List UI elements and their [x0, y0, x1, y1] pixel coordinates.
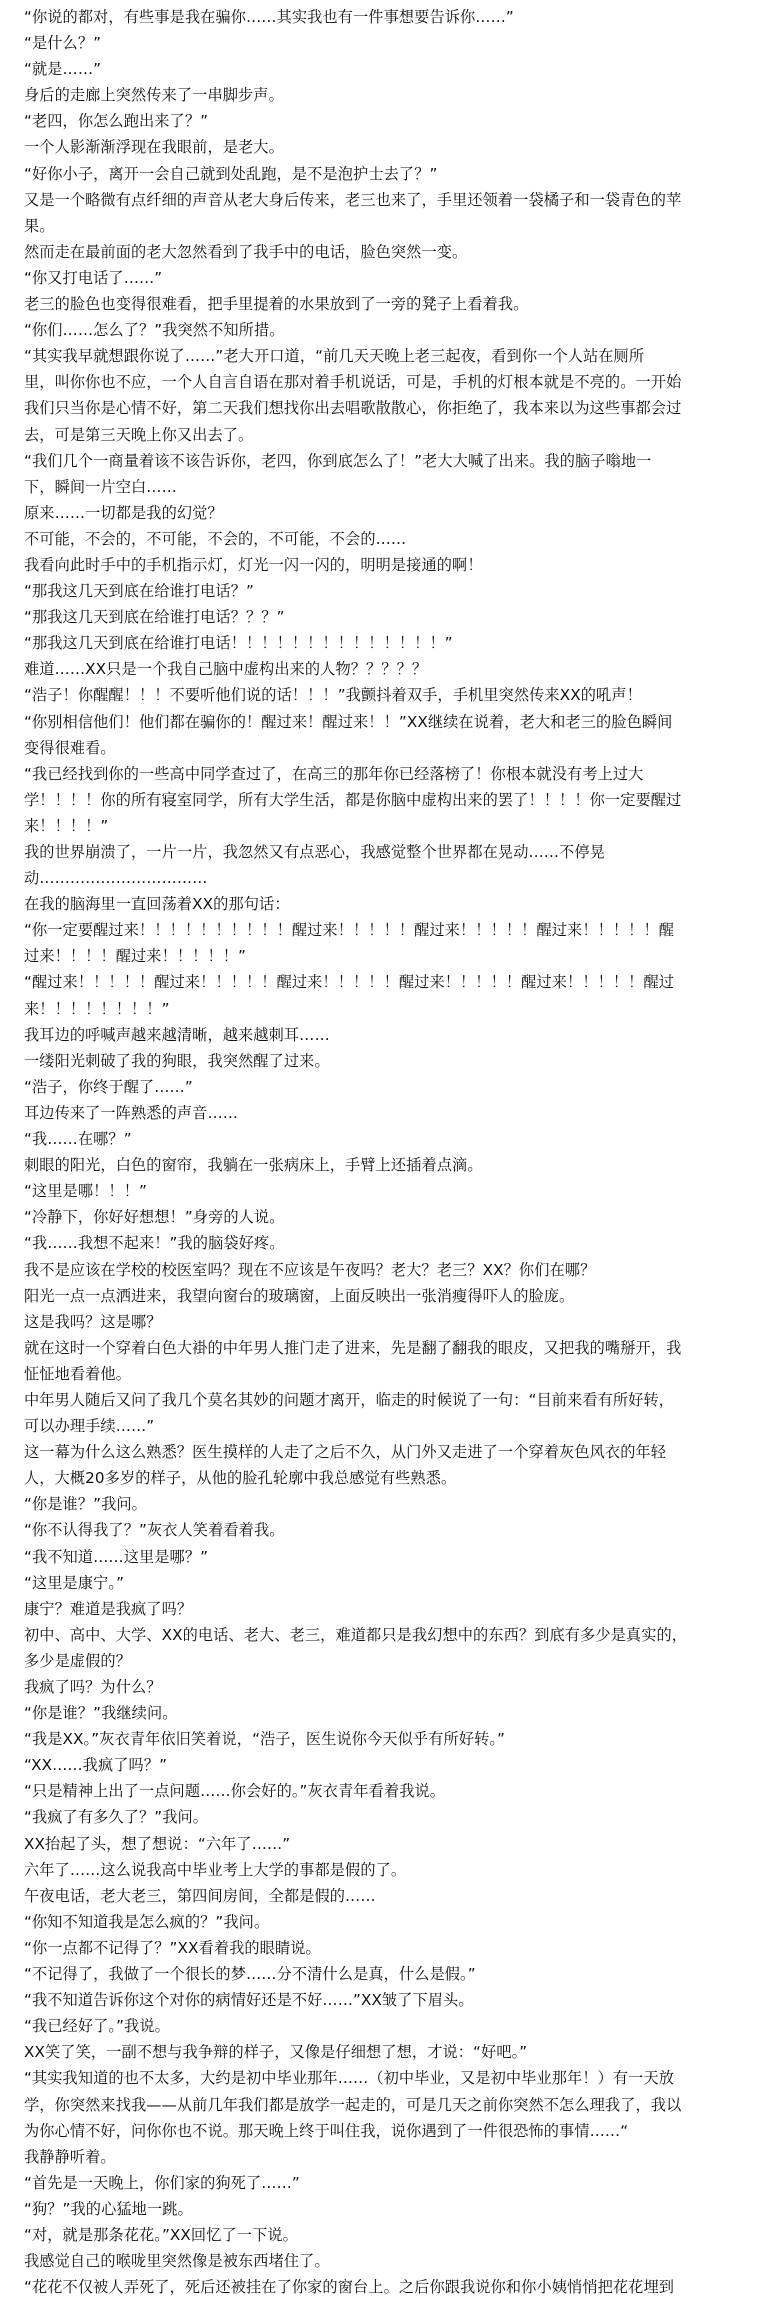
- text-line: 一缕阳光刺破了我的狗眼，我突然醒了过来。: [24, 1051, 330, 1070]
- text-line: 可以办理手续……”: [24, 1417, 155, 1436]
- text-line: 人，大概20多岁的样子，从他的脸孔轮廓中我总感觉有些熟悉。: [24, 1469, 457, 1488]
- text-line: XX抬起了头，想了想说：“六年了……”: [24, 1834, 291, 1853]
- text-line: 我的世界崩溃了，一片一片，我忽然又有点恶心，我感觉整个世界都在晃动……不停晃: [24, 843, 605, 861]
- text-line: 学！！！！你的所有寝室同学，所有大学生活，都是你脑中虚构出来的罢了！！！！你一定要醒过: [24, 790, 682, 809]
- text-line: “就是……”: [24, 60, 102, 79]
- text-line: “浩子，你终于醒了……”: [24, 1077, 193, 1096]
- text-line: “你又打电话了……”: [24, 268, 163, 287]
- text-line: 康宁？难道是我疯了吗？: [24, 1599, 193, 1618]
- text-line: “我是XX。”灰衣青年依旧笑着说，“浩子，医生说你今天似乎有所好转。”: [24, 1730, 506, 1749]
- text-line: XX笑了笑，一副不想与我争辩的样子，又像是仔细想了想，才说：“好吧。”: [24, 2043, 528, 2062]
- text-line: “你一定要醒过来！！！！！！！！！！醒过来！！！！！醒过来！！！！！醒过来！！！！！醒: [24, 921, 675, 940]
- text-line: 我感觉自己的喉咙里突然像是被东西堵住了。: [24, 2252, 330, 2271]
- text-line: “狗？”我的心猛地一跳。: [24, 2199, 193, 2218]
- text-line: “我疯了有多久了？”我问。: [24, 1808, 209, 1827]
- text-line: “这里是康宁。”: [24, 1573, 125, 1592]
- text-line: 耳边传来了一阵熟悉的声音……: [24, 1103, 239, 1122]
- text-line: “好你小子，离开一会自己就到处乱跑，是不是泡护士去了？”: [24, 164, 438, 183]
- text-line: “你一点都不记得了？”XX看着我的眼睛说。: [24, 1938, 321, 1957]
- text-line: “我不知道……这里是哪？”: [24, 1547, 209, 1566]
- text-line: 难道……XX只是一个我自己脑中虚构出来的人物？？？？？: [24, 660, 428, 679]
- text-line: “我们几个一商量着该不该告诉你，老四，你到底怎么了！”老大大喊了出来。我的脑子嗡地一: [24, 451, 652, 470]
- text-line: 多少是虚假的？: [24, 1651, 132, 1670]
- text-line: 一个人影渐渐浮现在我眼前，是老大。: [24, 138, 284, 157]
- text-line: 我静静听着。: [24, 2147, 116, 2166]
- text-line: 果。: [24, 216, 55, 235]
- text-line: 然而走在最前面的老大忽然看到了我手中的电话，脸色突然一变。: [24, 242, 468, 261]
- text-line: 学，你突然来找我——从前几年我们都是放学一起走的，可是几天之前你突然不怎么理我了，我以: [24, 2095, 682, 2114]
- text-line: “你说的都对，有些事是我在骗你……其实我也有一件事想要告诉你……”: [24, 8, 514, 26]
- text-line: 过来！！！！醒过来！！！！！”: [24, 947, 246, 966]
- text-line: 又是一个略微有点纤细的声音从老大身后传来，老三也来了，手里还领着一袋橘子和一袋青色的苹: [24, 190, 682, 209]
- text-line: 身后的走廊上突然传来了一串脚步声。: [24, 86, 284, 105]
- text-line: “其实我早就想跟你说了……”老大开口道，“前几天天晚上老三起夜，看到你一个人站在厕所: [24, 347, 645, 366]
- text-line: “冷静下，你好好想想！”身旁的人说。: [24, 1208, 285, 1227]
- text-line: “我……在哪？”: [24, 1130, 132, 1149]
- text-line: 老三的脸色也变得很难看，把手里提着的水果放到了一旁的凳子上看着我。: [24, 295, 529, 314]
- text-line: “不记得了，我做了一个很长的梦……分不清什么是真，什么是假。”: [24, 1965, 476, 1984]
- text-line: 不可能，不会的，不可能，不会的，不可能，不会的……: [24, 529, 407, 548]
- text-line: 原来……一切都是我的幻觉？: [24, 503, 223, 522]
- text-line: “你知不知道我是怎么疯的？”我问。: [24, 1912, 270, 1931]
- text-line: “这里是哪！！！”: [24, 1182, 147, 1201]
- text-line: 为你心情不好，问你你也不说。那天晚上终于叫住我，说你遇到了一件很恐怖的事情……“: [24, 2121, 629, 2140]
- text-line: “那我这几天到底在给谁打电话？”: [24, 582, 254, 601]
- text-line: “我……我想不起来！”我的脑袋好疼。: [24, 1234, 285, 1253]
- text-line: “首先是一天晚上，你们家的狗死了……”: [24, 2173, 300, 2192]
- text-line: “是什么？”: [24, 34, 102, 53]
- text-line: “浩子！你醒醒！！！不要听他们说的话！！！”我颤抖着双手，手机里突然传来XX的吼声！: [24, 686, 642, 705]
- text-line: “花花不仅被人弄死了，死后还被挂在了你家的窗台上。之后你跟我说你和你小姨悄悄把花花埋到: [24, 2278, 675, 2297]
- text-line: 变得很难看。: [24, 738, 116, 757]
- text-line: “你是谁？”我继续问。: [24, 1704, 178, 1723]
- text-line: 我不是应该在学校的校医室吗？现在不应该是午夜吗？老大？老三？XX？你们在哪？: [24, 1260, 596, 1279]
- text-line: 我们只当你是心情不好，第二天我们想找你出去唱歌散散心，你拒绝了，我本来以为这些事都会过: [24, 399, 682, 418]
- text-line: 里，叫你你也不应，一个人自言自语在那对着手机说话，可是，手机的灯根本就是不亮的。一开始: [24, 373, 682, 392]
- text-line: 我看向此时手中的手机指示灯，灯光一闪一闪的，明明是接通的啊！: [24, 555, 483, 574]
- text-line: “那我这几天到底在给谁打电话！！！！！！！！！！！！！！”: [24, 634, 453, 653]
- text-line: 中年男人随后又问了我几个莫名其妙的问题才离开，临走的时候说了一句：“目前来看有所好转，: [24, 1390, 675, 1409]
- text-line: 我疯了吗？为什么？: [24, 1678, 162, 1696]
- text-line: “其实我知道的也不太多，大约是初中毕业那年……（初中毕业，又是初中毕业那年！）有一天放: [24, 2069, 675, 2088]
- text-line: 这是我吗？这是哪？: [24, 1312, 162, 1331]
- text-line: 这一幕为什么这么熟悉？医生摸样的人走了之后不久，从门外又走进了一个穿着灰色风衣的年轻: [24, 1443, 667, 1462]
- text-line: “那我这几天到底在给谁打电话？？？”: [24, 608, 285, 627]
- text-line: 我耳边的呼喊声越来越清晰，越来越刺耳……: [24, 1025, 330, 1044]
- text-line: “我已经好了。”我说。: [24, 2017, 170, 2036]
- text-line: 就在这时一个穿着白色大褂的中年男人推门走了进来，先是翻了翻我的眼皮，又把我的嘴掰开，我: [24, 1338, 682, 1357]
- text-line: 阳光一点一点洒进来，我望向窗台的玻璃窗，上面反映出一张消瘦得吓人的脸庞。: [24, 1286, 575, 1305]
- text-line: “我不知道告诉你这个对你的病情好还是不好……”XX皱了下眉头。: [24, 1991, 474, 2010]
- text-line: “醒过来！！！！！醒过来！！！！！醒过来！！！！！醒过来！！！！！醒过来！！！！！醒过: [24, 973, 675, 992]
- text-line: “你们……怎么了？”我突然不知所措。: [24, 321, 285, 340]
- text-line: “对，就是那条花花。”XX回忆了一下说。: [24, 2225, 298, 2244]
- text-line: 六年了……这么说我高中毕业考上大学的事都是假的了。: [24, 1860, 407, 1879]
- text-line: “你是谁？”我问。: [24, 1495, 147, 1514]
- text-line: 动……………………………: [24, 869, 208, 888]
- text-line: “你不认得我了？”灰衣人笑着看着我。: [24, 1521, 285, 1540]
- text-line: 怔怔地看着他。: [24, 1364, 132, 1383]
- text-line: 去，可是第三天晚上你又出去了。: [24, 425, 254, 444]
- text-line: “你别相信他们！他们都在骗你的！醒过来！醒过来！！”XX继续在说着，老大和老三的脸色瞬间: [24, 712, 673, 731]
- text-line: 午夜电话，老大老三，第四间房间，全都是假的……: [24, 1886, 376, 1905]
- text-line: 在我的脑海里一直回荡着XX的那句话：: [24, 895, 290, 914]
- text-line: “只是精神上出了一点问题……你会好的。”灰衣青年看着我说。: [24, 1782, 446, 1801]
- text-line: 来！！！！”: [24, 816, 109, 835]
- text-line: “老四，你怎么跑出来了？”: [24, 112, 209, 131]
- text-line: 刺眼的阳光，白色的窗帘，我躺在一张病床上，手臂上还插着点滴。: [24, 1156, 483, 1175]
- text-line: 来！！！！！！！！”: [24, 999, 170, 1018]
- text-line: 下，瞬间一片空白……: [24, 477, 177, 496]
- text-line: 初中、高中、大学、XX的电话、老大、老三，难道都只是我幻想中的东西？到底有多少是真实的，: [24, 1625, 688, 1644]
- text-line: “我已经找到你的一些高中同学查过了，在高三的那年你已经落榜了！你根本就没有考上过大: [24, 764, 644, 783]
- text-line: “XX……我疯了吗？”: [24, 1756, 168, 1775]
